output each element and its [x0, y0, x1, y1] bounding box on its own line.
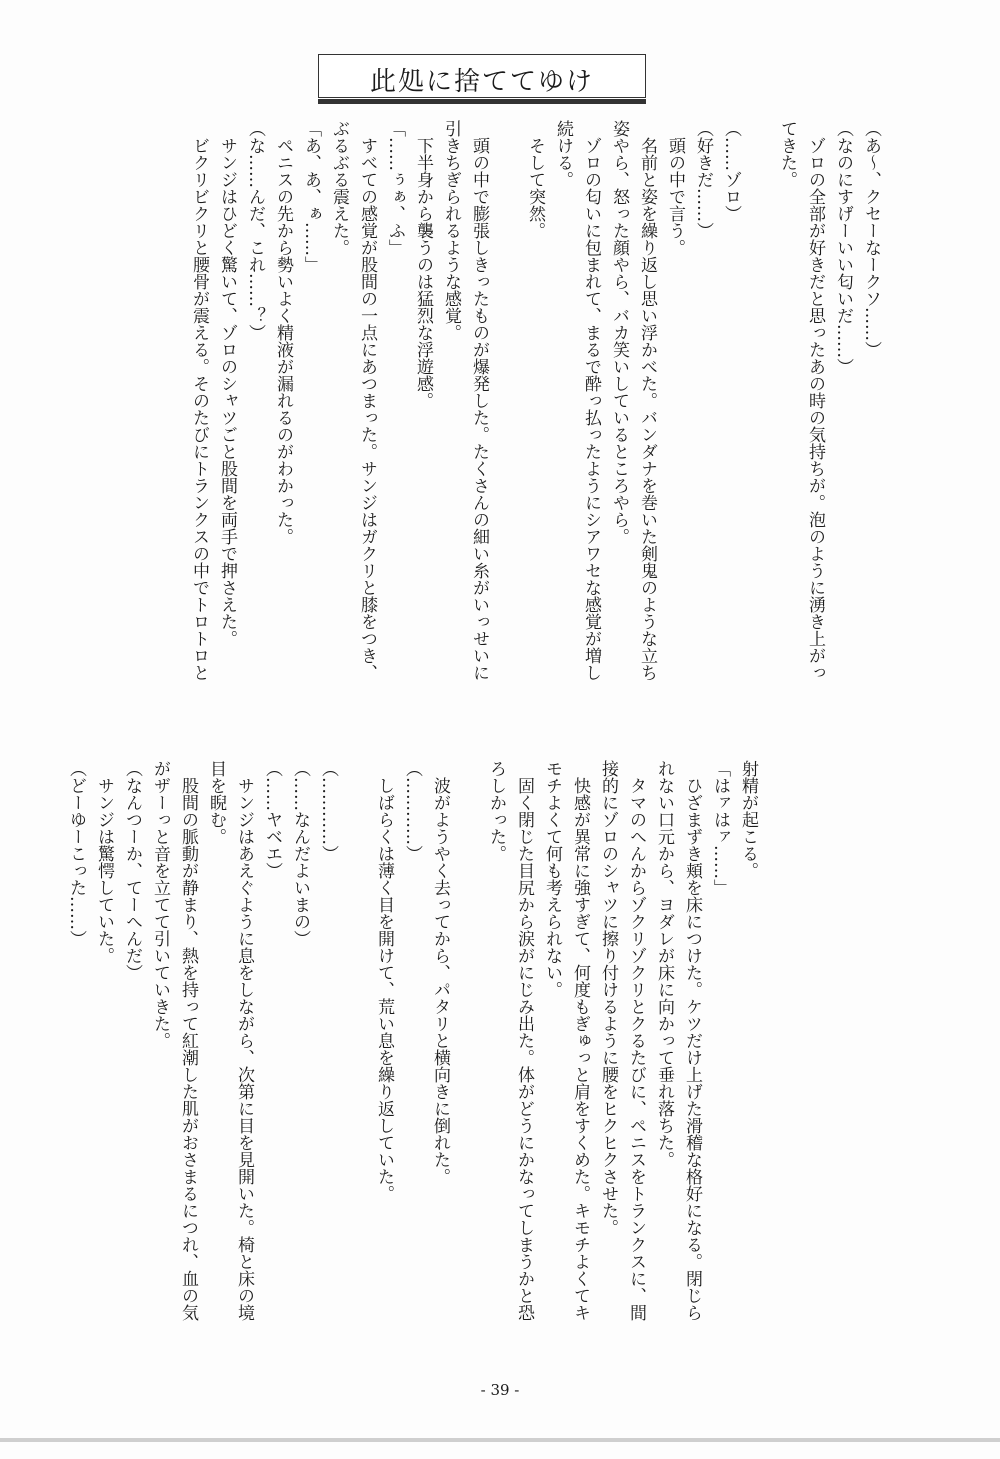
text-line: 射精が起こる。	[738, 760, 758, 879]
text-line: （……ゾロ）	[721, 120, 741, 222]
text-line: （……ヤベエ）	[262, 760, 282, 879]
text-line: そして突然。	[525, 120, 545, 239]
text-line: ひざまずき頬を床につけた。ケツだけ上げた滑稽な格好になる。閉じら	[682, 760, 702, 1321]
text-line: 引きちぎられるような感覚。	[441, 120, 461, 341]
text-line: 「……ぅぁ、ふ」	[385, 120, 405, 256]
page-title: 此処に捨ててゆけ	[369, 67, 594, 97]
text-line: ゾロの匂いに包まれて、まるで酔っ払ったようにシアワセな感覚が増し	[581, 120, 601, 681]
text-line: 下半身から襲うのは猛烈な浮遊感。	[413, 120, 433, 409]
text-line: （なのにすげーいい匂いだ……）	[833, 120, 853, 375]
text-line: 「はァはァ……」	[710, 760, 730, 896]
text-block-upper	[185, 120, 885, 720]
text-line: てきた。	[777, 120, 797, 188]
text-line: サンジはひどく驚いて、ゾロのシャツごと股間を両手で押さえた。	[217, 120, 237, 647]
text-line: 頭の中で言う。	[665, 120, 685, 256]
text-line: ろしかった。	[486, 760, 506, 862]
text-line: ビクリビクリと腰骨が震える。そのたびにトランクスの中でトロトロと	[189, 120, 209, 681]
text-line	[745, 120, 773, 720]
text-line: がザーっと音を立てて引いていきた。	[150, 760, 170, 1049]
text-line: （な……んだ、これ……？）	[245, 120, 265, 341]
text-line	[454, 760, 482, 1360]
text-line: 続ける。	[553, 120, 573, 188]
text-line: 波がようやく去ってから、パタリと横向きに倒れた。	[430, 760, 450, 1185]
text-line: サンジはあえぐように息をしながら、次第に目を見開いた。椅と床の境	[234, 760, 254, 1321]
text-block-lower	[62, 760, 762, 1360]
text-line: 姿やら、怒った顔やら、バカ笑いしているところやら。	[609, 120, 629, 545]
text-line: サンジは驚愕していた。	[94, 760, 114, 964]
text-line: タマのへんからゾクリゾクリとクるたびに、ペニスをトランクスに、間	[626, 760, 646, 1321]
page-number: - 39 -	[480, 1381, 520, 1399]
text-line: 接的にゾロのシャツに擦り付けるように腰をヒクヒクさせた。	[598, 760, 618, 1236]
text-line: （どーゆーこった……）	[66, 760, 86, 947]
text-line	[342, 760, 370, 1360]
text-line: （……なんだよいまの）	[290, 760, 310, 947]
text-line: 名前と姿を繰り返し思い浮かべた。バンダナを巻いた剣鬼のような立ち	[637, 120, 657, 681]
text-line: すべての感覚が股間の一点にあつまった。サンジはガクリと膝をつき、	[357, 120, 377, 681]
text-line: （なんつーか、てーへんだ）	[122, 760, 142, 981]
text-line: （あ～、クセーなークソ……）	[861, 120, 881, 358]
text-line: （…………）	[402, 760, 422, 862]
text-line: ぶるぶる震えた。	[329, 120, 349, 256]
text-line: ペニスの先から勢いよく精液が漏れるのがわかった。	[273, 120, 293, 545]
text-line	[493, 120, 521, 720]
text-line: 快感が異常に強すぎて、何度もぎゅっと肩をすくめた。キモチよくてキ	[570, 760, 590, 1321]
scan-edge-line	[0, 1438, 1000, 1442]
text-line: （…………）	[318, 760, 338, 862]
text-line: れない口元から、ヨダレが床に向かって垂れ落ちた。	[654, 760, 674, 1168]
text-line: 固く閉じた目尻から涙がにじみ出た。体がどうにかなってしまうかと恐	[514, 760, 534, 1321]
text-line: （好きだ……）	[693, 120, 713, 239]
text-line: 股間の脈動が静まり、熱を持って紅潮した肌がおさまるにつれ、血の気	[178, 760, 198, 1321]
title-box	[318, 54, 646, 98]
text-line: しばらくは薄く目を開けて、荒い息を繰り返していた。	[374, 760, 394, 1202]
text-line: 「あ、あ、ぁ……」	[301, 120, 321, 273]
text-line: モチよくて何も考えられない。	[542, 760, 562, 998]
text-line: ゾロの全部が好きだと思ったあの時の気持ちが。泡のように湧き上がっ	[805, 120, 825, 681]
text-line: 目を睨む。	[206, 760, 226, 845]
text-line: 頭の中で膨張しきったものが爆発した。たくさんの細い糸がいっせいに	[469, 120, 489, 681]
